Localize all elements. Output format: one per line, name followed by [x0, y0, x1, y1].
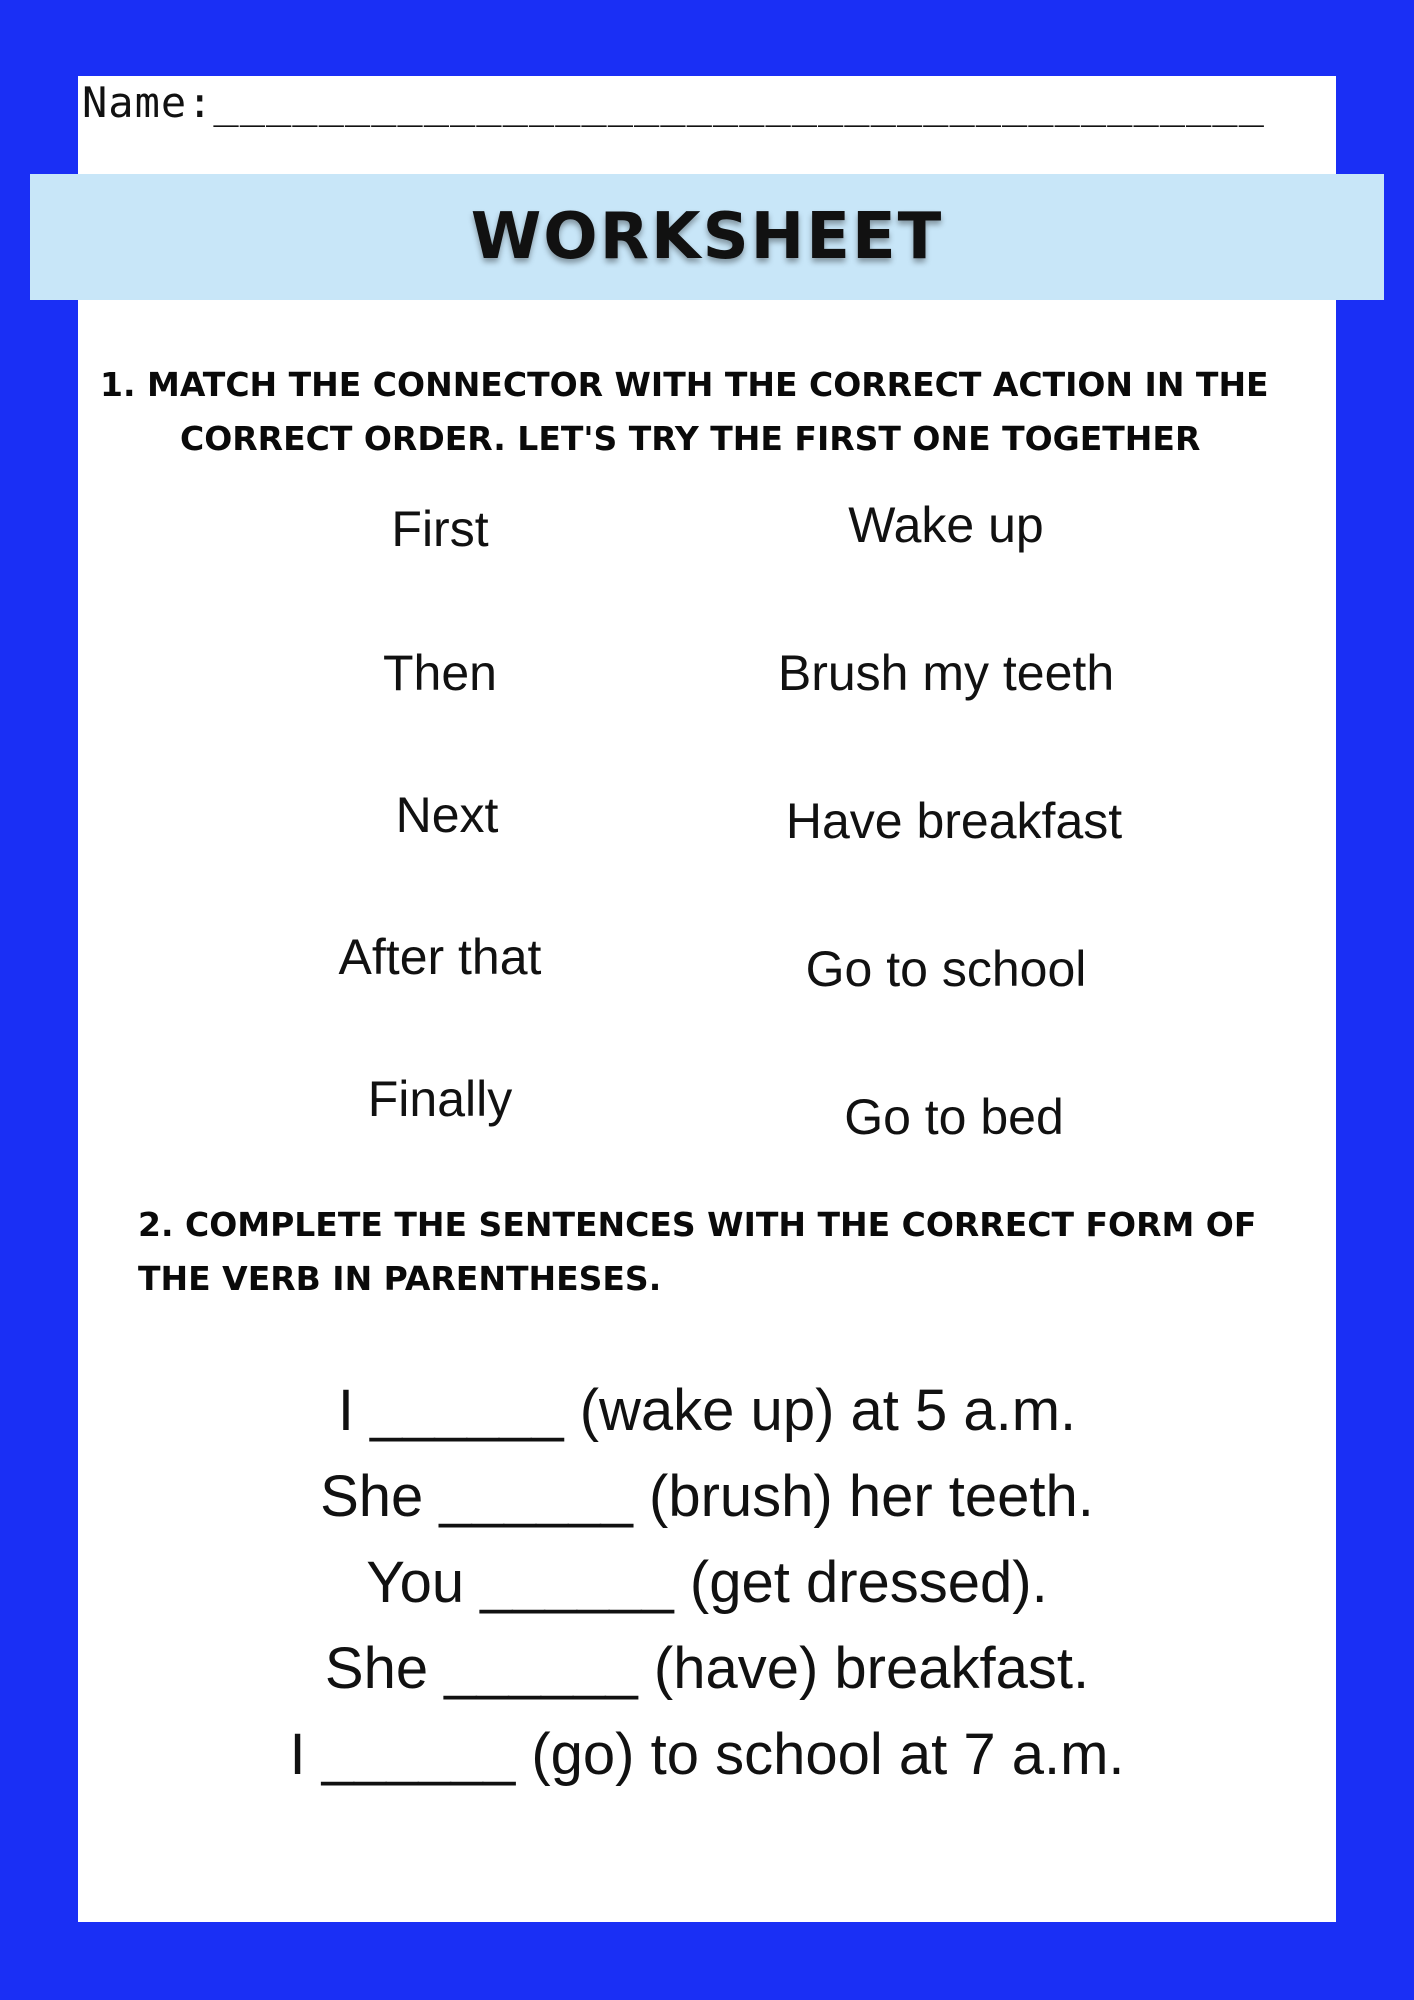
section1-instruction-line1: 1. MATCH THE CONNECTOR WITH THE CORRECT ACTION IN THE [100, 365, 1269, 404]
section2-instruction [138, 1198, 1256, 1306]
name-field[interactable]: Name:________________________________________ [82, 78, 1265, 127]
section1-instruction-line2: CORRECT ORDER. LET'S TRY THE FIRST ONE TOGETHER [180, 419, 1201, 458]
page-title: WORKSHEET [470, 200, 944, 274]
title-banner [30, 174, 1384, 300]
fill-in-sentences [78, 1368, 1336, 1798]
sentence-item: You ______ (get dressed). [366, 1550, 1048, 1615]
sentence-item: I ______ (wake up) at 5 a.m. [337, 1378, 1077, 1443]
connector-item: Then [383, 645, 497, 701]
connector-item: First [391, 501, 489, 557]
section2-instruction-line1: 2. COMPLETE THE SENTENCES WITH THE CORRECT FORM OF [138, 1205, 1257, 1244]
sentence-item: She ______ (have) breakfast. [324, 1636, 1090, 1701]
connector-item: After that [338, 929, 542, 985]
action-item: Go to school [805, 941, 1087, 997]
sentence-item: She ______ (brush) her teeth. [320, 1464, 1094, 1529]
section1-instruction [100, 358, 1320, 466]
section2-instruction-line2: THE VERB IN PARENTHESES. [138, 1259, 662, 1298]
action-item: Wake up [848, 497, 1044, 553]
connector-item: Finally [367, 1071, 513, 1127]
action-item: Go to bed [844, 1089, 1064, 1145]
connector-item: Next [395, 787, 499, 843]
action-item: Have breakfast [785, 793, 1123, 849]
sentence-item: I ______ (go) to school at 7 a.m. [289, 1722, 1125, 1787]
action-item: Brush my teeth [777, 645, 1115, 701]
